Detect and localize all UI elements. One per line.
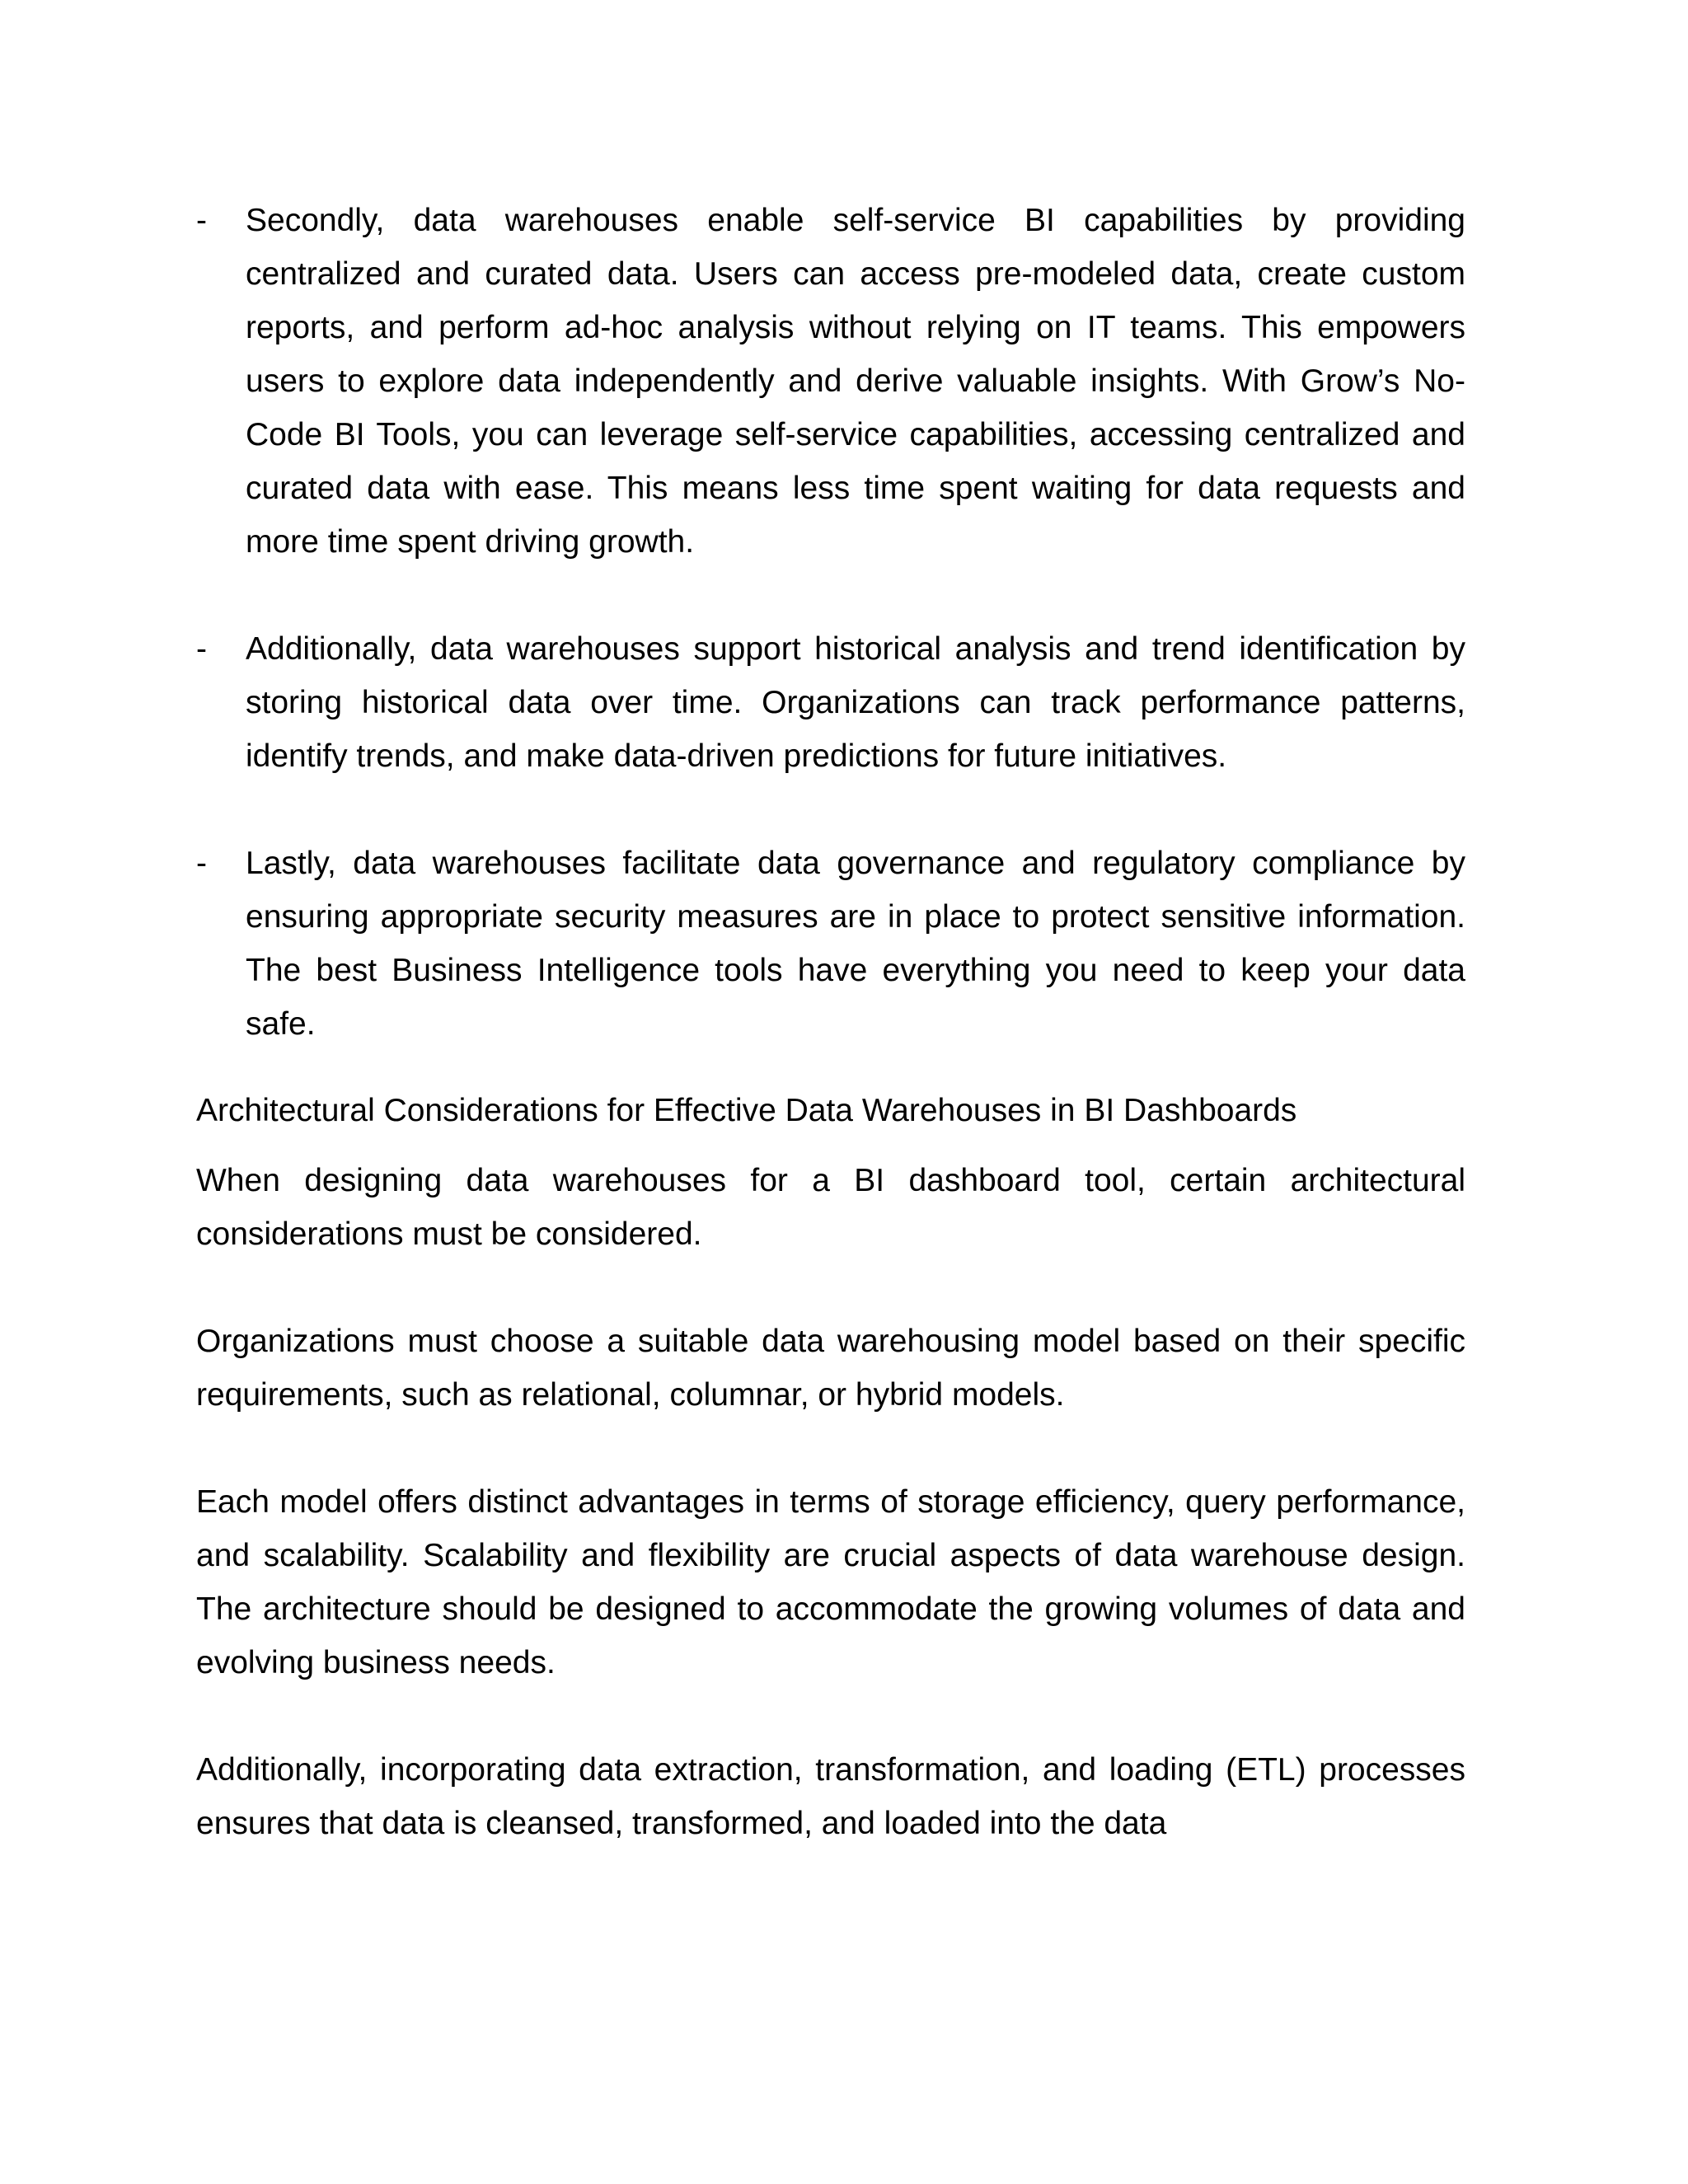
document-page (196, 194, 1465, 1904)
paragraph-etl (196, 1743, 1465, 1850)
bullet-text: Additionally, data warehouses support historical analysis and trend identification by storing historical data over time. Organizations can track performance patterns, identify trends, and make data-driven predictions for future initiatives. (246, 631, 1465, 774)
paragraph-text: When designing data warehouses for a BI dashboard tool, certain architectural considerations must be considered. (196, 1163, 1465, 1252)
bullet-item-historical-analysis (196, 622, 1465, 783)
paragraph-advantages (196, 1475, 1465, 1690)
section-heading: Architectural Considerations for Effective Data Warehouses in BI Dashboards (196, 1093, 1297, 1128)
bullet-dash: - (196, 846, 207, 881)
paragraph-text: Organizations must choose a suitable data warehousing model based on their specific requirements, such as relational, columnar, or hybrid models. (196, 1324, 1465, 1413)
bullet-dash: - (196, 631, 207, 667)
paragraph-models (196, 1315, 1465, 1422)
bullet-item-data-governance (196, 837, 1465, 1051)
bullet-text: Lastly, data warehouses facilitate data governance and regulatory compliance by ensuring appropriate security measures are in place to protect sensitive information. The best Business Intelligence tools have everything you need to keep your data safe. (246, 846, 1465, 1042)
paragraph-designing (196, 1154, 1465, 1261)
bullet-text: Secondly, data warehouses enable self-service BI capabilities by providing centralized and curated data. Users can access pre-modeled data, create custom reports, and perform ad-hoc analysis without relying on IT teams. This empowers users to explore data independently and derive valuable insights. With Grow’s No-Code BI Tools, you can leverage self-service capabilities, accessing centralized and curated data with ease. This means less time spent waiting for data requests and more time spent driving growth. (246, 203, 1465, 560)
paragraph-text: Each model offers distinct advantages in terms of storage efficiency, query performance, and scalability. Scalability and flexibility are crucial aspects of data warehouse design. The architecture should be designed to accommodate the growing volumes of data and evolving business needs. (196, 1484, 1465, 1680)
paragraph-text: Additionally, incorporating data extraction, transformation, and loading (ETL) processes ensures that data is cleansed, transformed, and loaded into the data (196, 1752, 1465, 1841)
bullet-item-self-service (196, 194, 1465, 569)
bullet-dash: - (196, 203, 207, 238)
